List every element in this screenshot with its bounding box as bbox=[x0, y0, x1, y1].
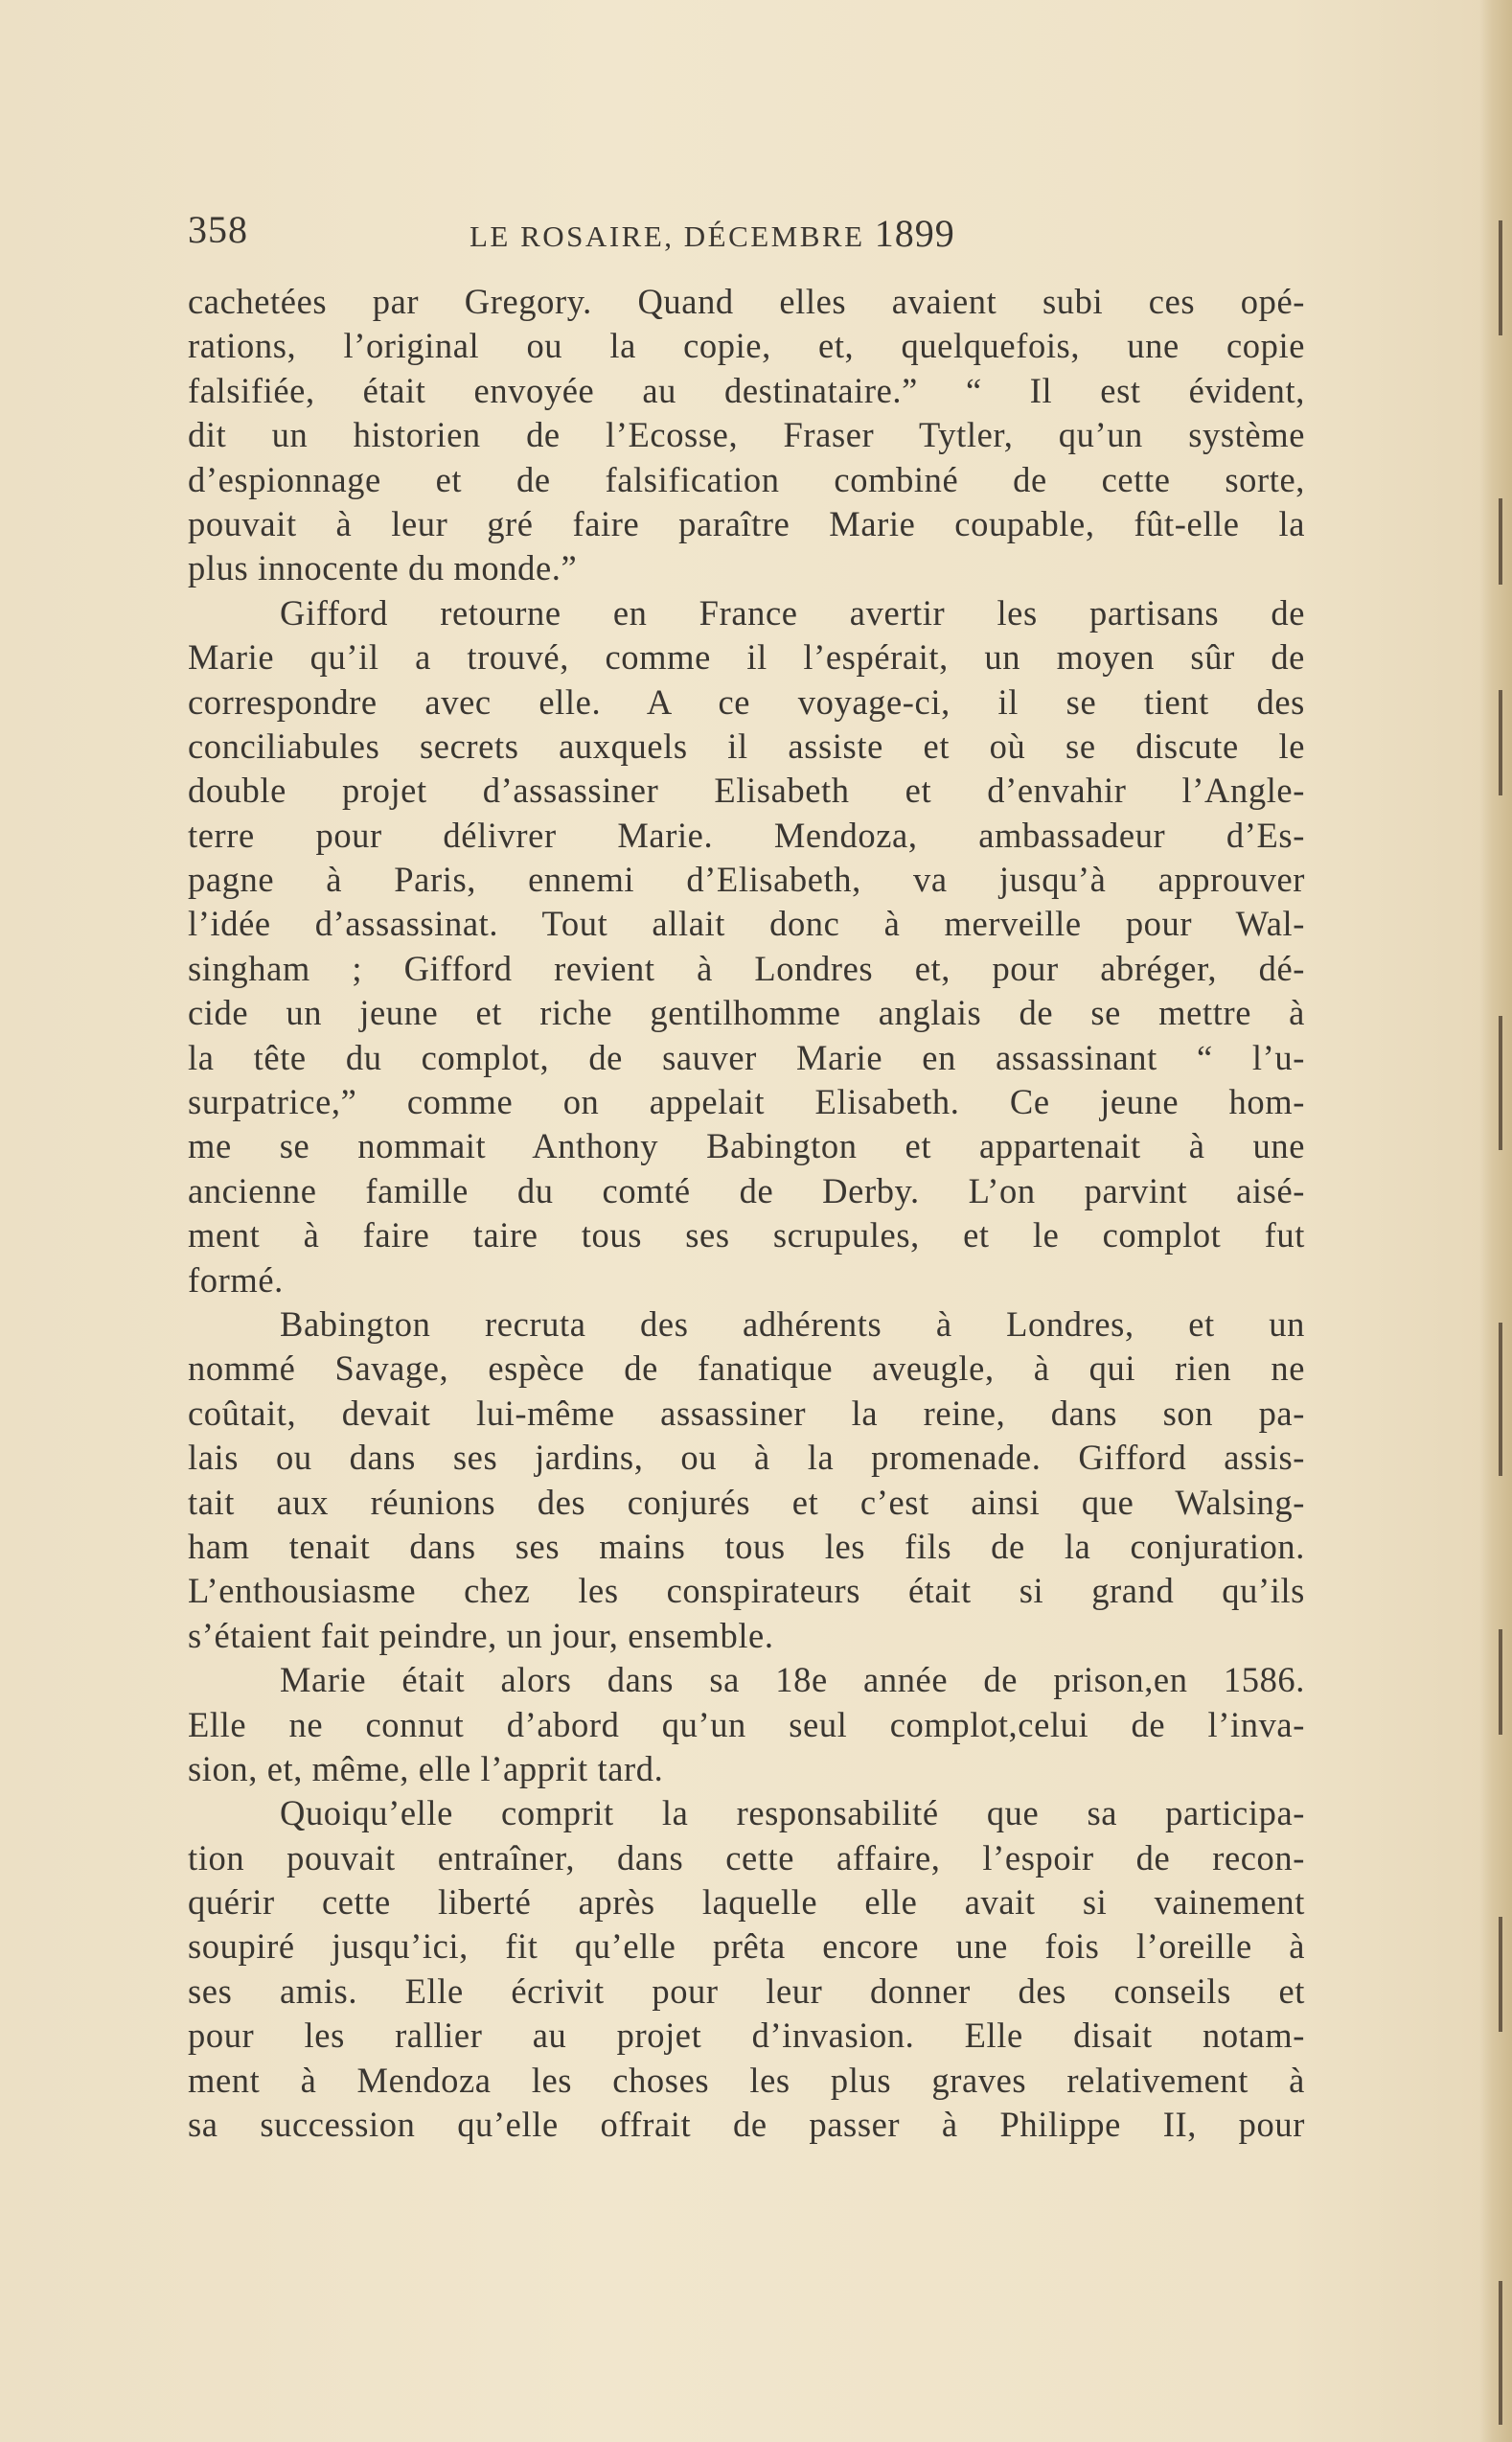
text-line: Marie était alors dans sa 18e année de prison,en 1586. bbox=[280, 1660, 1305, 1700]
edge-mark bbox=[1499, 220, 1502, 335]
text-line: Babington recruta des adhérents à Londres, et un bbox=[280, 1303, 1305, 1344]
text-line: l’idée d’assassinat. Tout allait donc à merveille pour Wal- bbox=[188, 904, 1305, 944]
text-line: pagne à Paris, ennemi d’Elisabeth, va jusqu’à approuver bbox=[188, 860, 1305, 900]
text-line: Quoiqu’elle comprit la responsabilité que sa participa- bbox=[280, 1793, 1305, 1833]
text-line: lais ou dans ses jardins, ou à la promenade. Gifford assis- bbox=[188, 1438, 1305, 1478]
edge-mark bbox=[1499, 690, 1502, 795]
edge-mark bbox=[1499, 1629, 1502, 1735]
text-line: quérir cette liberté après laquelle elle avait si vainement bbox=[188, 1882, 1305, 1923]
text-line: d’espionnage et de falsification combiné de cette sorte, bbox=[188, 459, 1305, 499]
page-number: 358 bbox=[188, 208, 248, 251]
text-line: tait aux réunions des conjurés et c’est ainsi que Walsing- bbox=[188, 1482, 1305, 1522]
text-line: plus innocente du monde.” bbox=[188, 548, 578, 588]
running-header bbox=[188, 207, 1027, 261]
text-line: ham tenait dans ses mains tous les fils de la conjuration. bbox=[188, 1526, 1305, 1566]
text-line: soupiré jusqu’ici, fit qu’elle prêta encore une fois l’oreille à bbox=[188, 1926, 1305, 1967]
text-line: nommé Savage, espèce de fanatique aveugle, à qui rien ne bbox=[188, 1348, 1305, 1389]
text-line: dit un historien de l’Ecosse, Fraser Tytler, qu’un système bbox=[188, 415, 1305, 455]
text-line: me se nommait Anthony Babington et appartenait à une bbox=[188, 1126, 1305, 1166]
text-line: sa succession qu’elle offrait de passer à Philippe II, pour bbox=[188, 2105, 1305, 2145]
text-line: Marie qu’il a trouvé, comme il l’espérait, un moyen sûr de bbox=[188, 637, 1305, 678]
text-line: L’enthousiasme chez les conspirateurs était si grand qu’ils bbox=[188, 1571, 1305, 1611]
text-line: ment à faire taire tous ses scrupules, et le complot fut bbox=[188, 1215, 1305, 1256]
page-edge bbox=[1479, 0, 1512, 2442]
text-line: coûtait, devait lui-même assassiner la reine, dans son pa- bbox=[188, 1393, 1305, 1433]
text-line: formé. bbox=[188, 1259, 284, 1300]
text-line: correspondre avec elle. A ce voyage-ci, il se tient des bbox=[188, 681, 1305, 722]
text-line: tion pouvait entraîner, dans cette affaire, l’espoir de recon- bbox=[188, 1837, 1305, 1878]
text-line: surpatrice,” comme on appelait Elisabeth. Ce jeune hom- bbox=[188, 1082, 1305, 1122]
text-line: cide un jeune et riche gentilhomme anglais de se mettre à bbox=[188, 993, 1305, 1033]
body-text bbox=[188, 280, 1305, 2147]
running-head-year: 1899 bbox=[874, 212, 955, 255]
edge-mark bbox=[1499, 1323, 1502, 1476]
text-line: cachetées par Gregory. Quand elles avaient subi ces opé- bbox=[188, 282, 1305, 321]
text-line: singham ; Gifford revient à Londres et, pour abréger, dé- bbox=[188, 948, 1305, 988]
text-line: double projet d’assassiner Elisabeth et d’envahir l’Angle- bbox=[188, 771, 1305, 811]
text-line: Gifford retourne en France avertir les partisans de bbox=[280, 592, 1305, 633]
text-line: terre pour délivrer Marie. Mendoza, ambassadeur d’Es- bbox=[188, 815, 1305, 855]
running-head-title: LE ROSAIRE, DÉCEMBRE bbox=[470, 219, 865, 253]
text-line: la tête du complot, de sauver Marie en assassinant “ l’u- bbox=[188, 1037, 1305, 1077]
text-line: sion, et, même, elle l’apprit tard. bbox=[188, 1748, 664, 1788]
text-line: pour les rallier au projet d’invasion. Elle disait notam- bbox=[188, 2016, 1305, 2056]
running-head bbox=[470, 211, 955, 256]
text-line: ses amis. Elle écrivit pour leur donner des conseils et bbox=[188, 1970, 1305, 2011]
edge-mark bbox=[1499, 2281, 1502, 2425]
edge-mark bbox=[1499, 1016, 1502, 1150]
edge-mark bbox=[1499, 1917, 1502, 2032]
text-line: s’étaient fait peindre, un jour, ensemble. bbox=[188, 1615, 774, 1655]
edge-mark bbox=[1499, 498, 1502, 585]
text-line: ment à Mendoza les choses les plus graves relativement à bbox=[188, 2060, 1305, 2100]
text-line: ancienne famille du comté de Derby. L’on parvint aisé- bbox=[188, 1170, 1305, 1210]
text-line: pouvait à leur gré faire paraître Marie coupable, fût-elle la bbox=[188, 503, 1305, 543]
text-line: rations, l’original ou la copie, et, quelquefois, une copie bbox=[188, 326, 1305, 366]
text-line: Elle ne connut d’abord qu’un seul complot,celui de l’inva- bbox=[188, 1704, 1305, 1744]
text-line: conciliabules secrets auxquels il assiste et où se discute le bbox=[188, 726, 1305, 766]
text-line: falsifiée, était envoyée au destinataire.” “ Il est évident, bbox=[188, 370, 1305, 410]
